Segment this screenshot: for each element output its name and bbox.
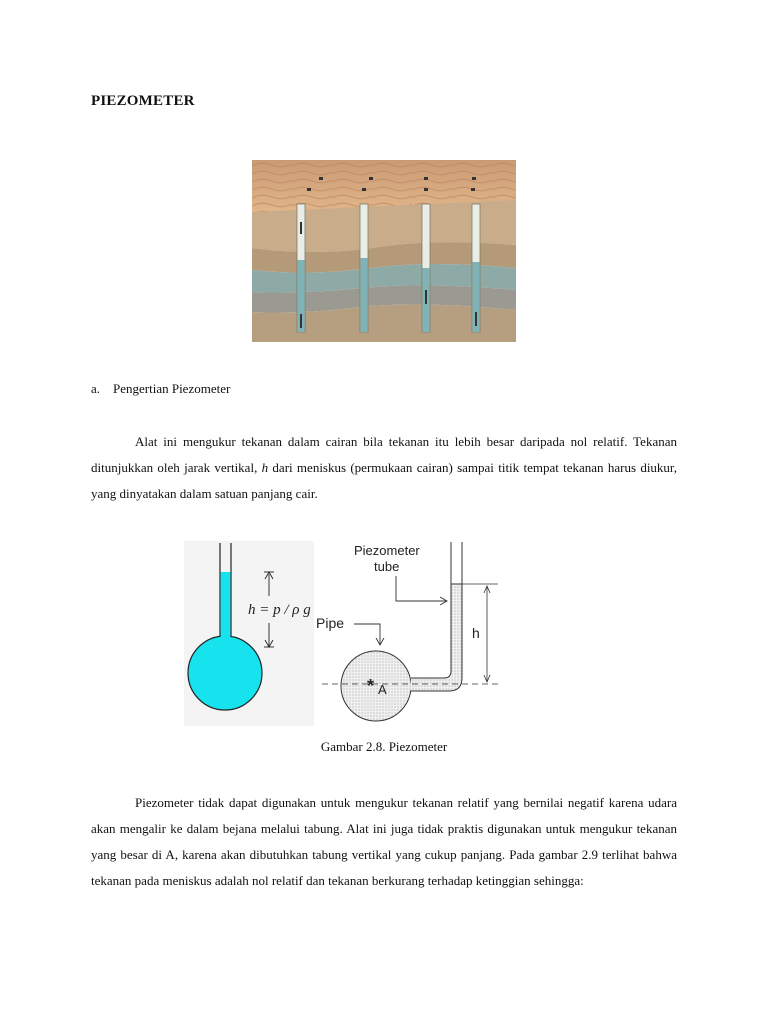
- document-title: PIEZOMETER: [91, 93, 195, 109]
- pipe-label: Pipe: [316, 615, 345, 631]
- paragraph-1-text-a: Alat ini mengukur tekanan dalam cairan bila tekanan itu lebih besar daripada nol relatif. Tekanan ditunjukkan oleh jarak vertikal,: [91, 434, 677, 475]
- bulb-piezometer-figure: [184, 541, 314, 726]
- paragraph-limitations: [91, 790, 677, 894]
- pipe-piezometer-figure: [316, 538, 500, 728]
- figure-caption: Gambar 2.8. Piezometer: [320, 739, 448, 754]
- paragraph-2-text: Piezometer tidak dapat digunakan untuk mengukur tekanan relatif yang bernilai negatif karena udara akan mengalir ke dalam bejana melalui tabung. Alat ini juga tidak praktis digunakan untuk mengukur tekanan yang besar di A, karena akan dibutuhkan tabung vertikal yang cukup panjang. Pada gambar 2.9 terlihat bahwa tekanan pada meniskus adalah nol relatif dan tekanan berkurang terhadap ketinggian sehingga:: [91, 795, 677, 888]
- tube-label-line-2: tube: [374, 559, 400, 574]
- paragraph-definition: [91, 429, 677, 507]
- section-marker: a.: [91, 381, 101, 396]
- point-a-label: A: [378, 682, 387, 697]
- piezometer-illustration: [252, 160, 516, 342]
- pipe-piezometer-diagram: [316, 538, 500, 728]
- height-label: h: [472, 625, 480, 641]
- paragraph-1-h: h: [261, 460, 269, 475]
- section-heading: Pengertian Piezometer: [113, 381, 231, 396]
- point-a-star-icon: *: [367, 676, 375, 696]
- paragraph-1-text-b: dari meniskus (permukaan cairan) sampai titik tempat tekanan harus diukur, yang dinyatakan dalam satuan panjang cair.: [91, 460, 677, 501]
- tube-label-line-1: Piezometer: [354, 543, 420, 558]
- formula-label: h = p / ρ g: [248, 602, 311, 618]
- bulb-piezometer-diagram: [184, 541, 314, 726]
